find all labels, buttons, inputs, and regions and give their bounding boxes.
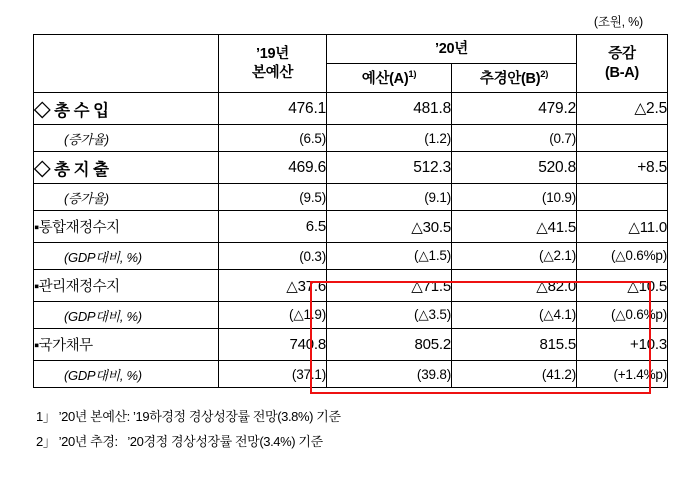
row-value: 805.2 (327, 329, 452, 361)
unit-note: (조원, %) (593, 15, 643, 29)
row-value: 476.1 (219, 93, 327, 125)
row-value: 479.2 (452, 93, 577, 125)
row-value: (10.9) (452, 184, 577, 211)
table-row (34, 302, 668, 329)
row-value: (△0.6%p) (577, 302, 668, 329)
table-row (34, 93, 668, 125)
header-supplementary-b (452, 64, 577, 93)
header-change-line1: 증감 (608, 46, 636, 63)
row-value: △2.5 (577, 93, 668, 125)
row-value: 520.8 (452, 152, 577, 184)
row-label: (GDP대비, %) (34, 243, 219, 270)
header-budget-a-label: 예산(A) (361, 70, 409, 87)
row-value: (△1.9) (219, 302, 327, 329)
header-budget-a-sup: 1) (408, 68, 417, 80)
row-value (577, 125, 668, 152)
row-value: +10.3 (577, 329, 668, 361)
row-value: (9.5) (219, 184, 327, 211)
header-budget-a (327, 64, 452, 93)
row-label: (증가율) (34, 184, 219, 211)
row-value: 469.6 (219, 152, 327, 184)
row-value: 815.5 (452, 329, 577, 361)
table-row (34, 211, 668, 243)
row-value: (1.2) (327, 125, 452, 152)
row-label: ▪통합재정수지 (34, 211, 219, 243)
row-label: ▪국가채무 (34, 329, 219, 361)
table-row (34, 270, 668, 302)
row-value: △10.5 (577, 270, 668, 302)
header-2020-group: ’20년 (327, 35, 577, 64)
row-value: △11.0 (577, 211, 668, 243)
row-value: 6.5 (219, 211, 327, 243)
row-value: △82.0 (452, 270, 577, 302)
row-value: (+1.4%p) (577, 361, 668, 388)
row-label: (GDP대비, %) (34, 361, 219, 388)
header-supplementary-b-label: 추경안(B) (479, 70, 541, 87)
table-row (34, 361, 668, 388)
row-value: 481.8 (327, 93, 452, 125)
header-2019-line1: ’19년 (256, 46, 289, 63)
row-value: (39.8) (327, 361, 452, 388)
row-value: (△2.1) (452, 243, 577, 270)
header-supplementary-b-sup: 2) (540, 68, 549, 80)
header-2019-line2: 본예산 (251, 64, 294, 81)
header-change (577, 35, 668, 93)
table-row (34, 184, 668, 211)
row-value: (6.5) (219, 125, 327, 152)
header-blank-corner (34, 35, 219, 93)
row-value (577, 184, 668, 211)
footnote-1: 1」 ’20년 본예산: ’19하경정 경상성장률 전망(3.8%) 기준 (36, 409, 341, 424)
row-value: (△4.1) (452, 302, 577, 329)
fiscal-summary-table (33, 34, 668, 388)
row-value: △30.5 (327, 211, 452, 243)
row-label: ▪관리재정수지 (34, 270, 219, 302)
row-value: (41.2) (452, 361, 577, 388)
row-label: ◇ 총 지 출 (34, 152, 219, 184)
table-header-row-1 (34, 35, 668, 64)
header-change-line2: (B-A) (605, 64, 639, 81)
header-2019-budget (219, 35, 327, 93)
table-row (34, 329, 668, 361)
table-row (34, 125, 668, 152)
table-row (34, 243, 668, 270)
row-value: △41.5 (452, 211, 577, 243)
table-body (34, 93, 668, 388)
row-value: △71.5 (327, 270, 452, 302)
row-value: 740.8 (219, 329, 327, 361)
row-value: 512.3 (327, 152, 452, 184)
footnote-2: 2」 ’20년 추경: ’20경정 경상성장률 전망(3.4%) 기준 (36, 434, 323, 450)
table-row (34, 152, 668, 184)
row-value: (△3.5) (327, 302, 452, 329)
row-label: (증가율) (34, 125, 219, 152)
footnotes (36, 404, 341, 455)
row-value: △37.6 (219, 270, 327, 302)
row-label: (GDP대비, %) (34, 302, 219, 329)
row-label: ◇ 총 수 입 (34, 93, 219, 125)
row-value: (0.7) (452, 125, 577, 152)
row-value: (9.1) (327, 184, 452, 211)
row-value: +8.5 (577, 152, 668, 184)
row-value: (△0.6%p) (577, 243, 668, 270)
row-value: (0.3) (219, 243, 327, 270)
row-value: (△1.5) (327, 243, 452, 270)
row-value: (37.1) (219, 361, 327, 388)
